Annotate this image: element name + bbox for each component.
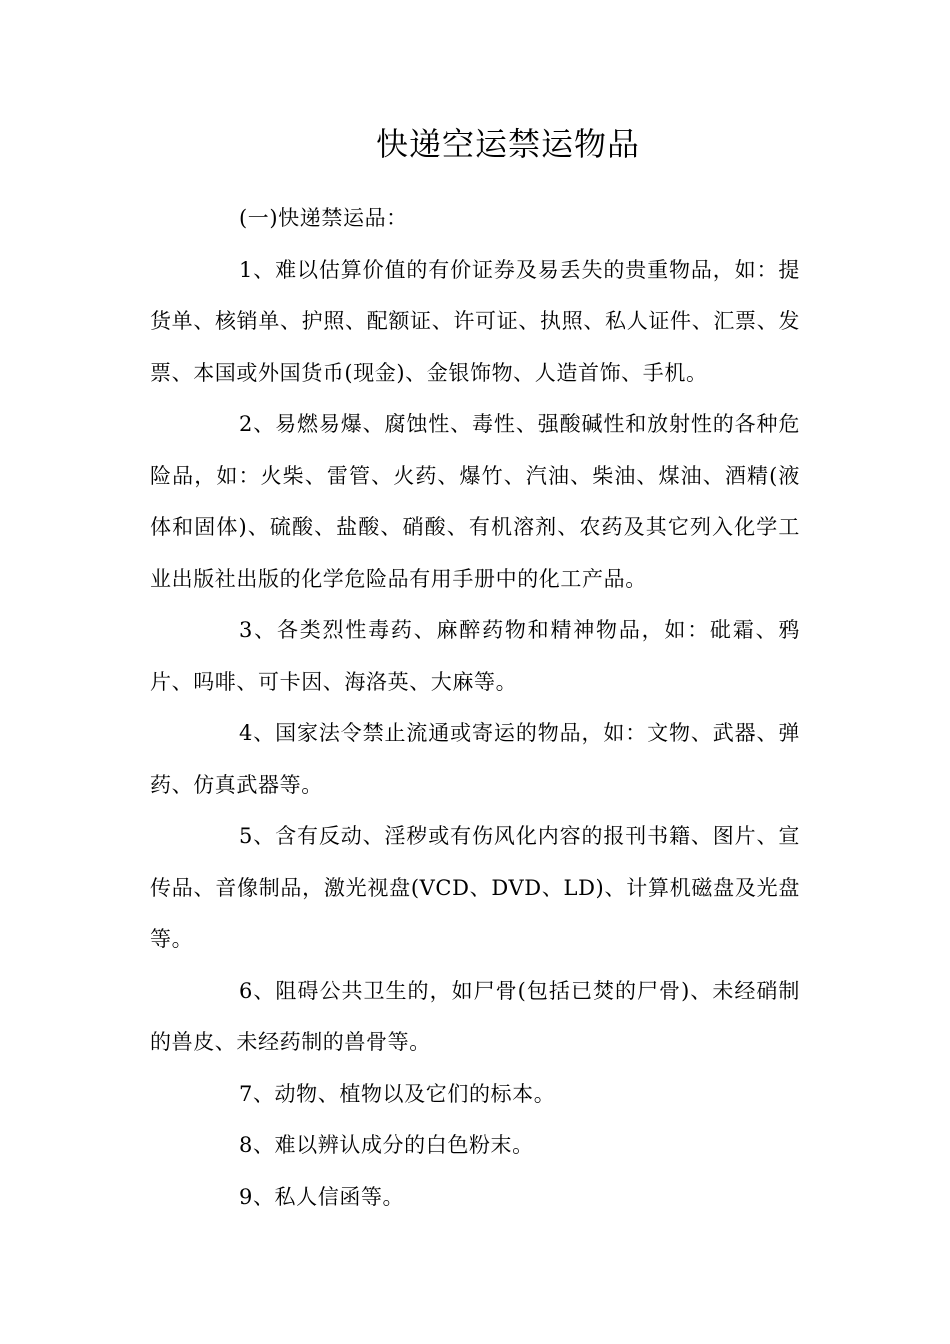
list-item: 2、易燃易爆、腐蚀性、毒性、强酸碱性和放射性的各种危险品，如：火柴、雷管、火药、爆竹、汽油、柴油、煤油、酒精(液体和固体)、硫酸、盐酸、硝酸、有机溶剂、农药及其它列入化学工业出版社出版的化学危险品有用手册中的化工产品。 <box>150 412 800 591</box>
list-item: 7、动物、植物以及它们的标本。 <box>239 1081 556 1106</box>
list-item: 1、难以估算价值的有价证券及易丢失的贵重物品，如：提货单、核销单、护照、配额证、许可证、执照、私人证件、汇票、发票、本国或外国货币(现金)、金银饰物、人造首饰、手机。 <box>150 257 800 385</box>
list-item: 4、国家法令禁止流通或寄运的物品，如：文物、武器、弹药、仿真武器等。 <box>150 721 800 797</box>
list-item: 6、阻碍公共卫生的，如尸骨(包括已焚的尸骨)、未经硝制的兽皮、未经药制的兽骨等。 <box>150 978 800 1054</box>
document-body <box>150 193 800 1223</box>
list-item: 5、含有反动、淫秽或有伤风化内容的报刊书籍、图片、宣传品、音像制品，激光视盘(VCD、DVD、LD)、计算机磁盘及光盘等。 <box>150 824 800 951</box>
section-heading: (一)快递禁运品： <box>239 206 408 230</box>
list-item: 8、难以辨认成分的白色粉末。 <box>239 1133 534 1157</box>
document-title: 快递空运禁运物品 <box>375 125 640 163</box>
list-item: 9、私人信函等。 <box>239 1184 405 1209</box>
list-item: 3、各类烈性毒药、麻醉药物和精神物品，如：砒霜、鸦片、吗啡、可卡因、海洛英、大麻等。 <box>150 618 800 694</box>
